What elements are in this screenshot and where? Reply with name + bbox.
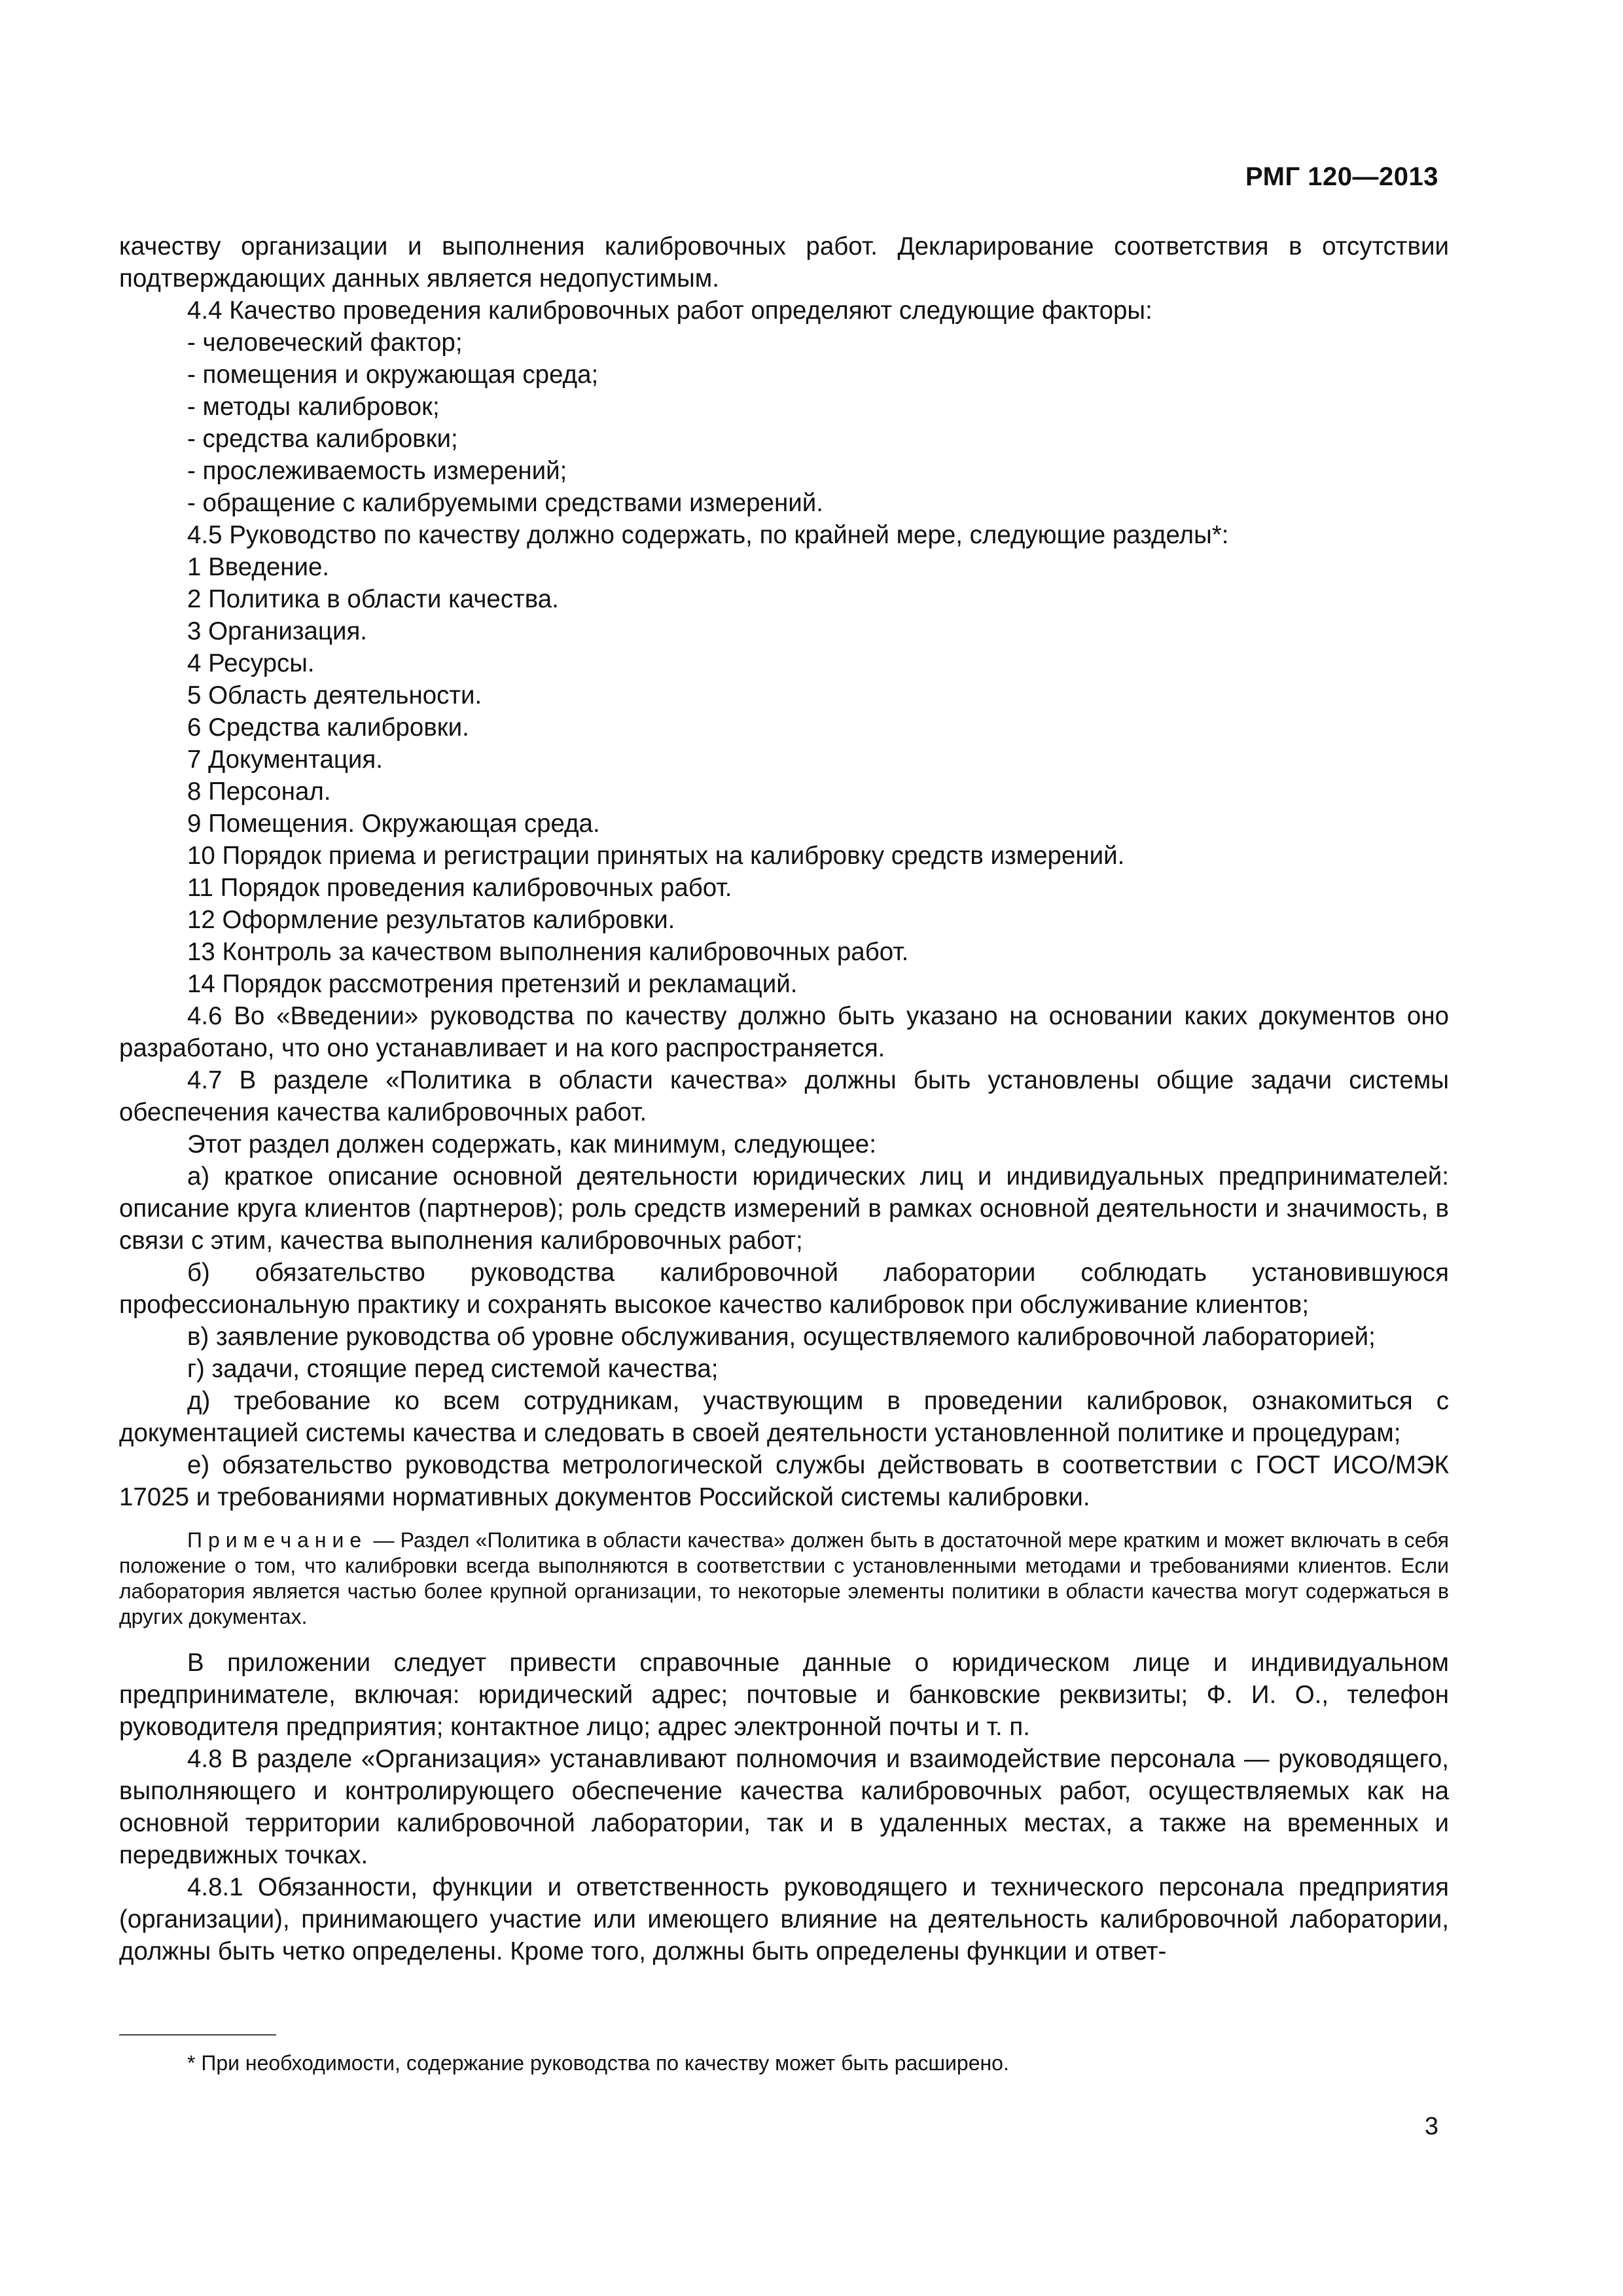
list-item: - методы калибровок;	[187, 393, 440, 421]
item-a: а) краткое описание основной деятельности юридических лиц и индивидуальных предпринимателей: описание круга клиентов (партнеров); роль средств измерений в рамках основной деятельности и значимость, в связи с этим, качества выполнения калибровочных работ;	[119, 1162, 1449, 1255]
page-number: 3	[1424, 2113, 1438, 2140]
note-label: Примечание	[187, 1528, 368, 1552]
list-item: 10 Порядок приема и регистрации принятых на калибровку средств измерений.	[187, 842, 1125, 870]
list-item: - помещения и окружающая среда;	[187, 361, 599, 389]
paragraph-minimum: Этот раздел должен содержать, как минимум, следующее:	[187, 1130, 876, 1158]
list-item: 8 Персонал.	[187, 778, 331, 806]
paragraph-4-5: 4.5 Руководство по качеству должно содержать, по крайней мере, следующие разделы*:	[187, 521, 1229, 549]
list-item: 4 Ресурсы.	[187, 649, 315, 677]
page-body	[119, 230, 1449, 1967]
list-item: 3 Организация.	[187, 617, 368, 645]
item-b: б) обязательство руководства калибровочной лаборатории соблюдать установившуюся профессиональную практику и сохранять высокое качество калибровок при обслуживание клиентов;	[119, 1259, 1449, 1319]
factors-list	[119, 327, 1449, 519]
list-item: 2 Политика в области качества.	[187, 585, 559, 613]
list-item: 7 Документация.	[187, 745, 383, 774]
list-item: 12 Оформление результатов калибровки.	[187, 906, 675, 934]
footnote: * При необходимости, содержание руководства по качеству может быть расширено.	[187, 2051, 1009, 2075]
document-code: РМГ 120—2013	[1245, 162, 1438, 191]
sections-list	[119, 551, 1449, 1000]
list-item: 11 Порядок проведения калибровочных работ.	[187, 874, 732, 902]
list-item: 9 Помещения. Окружающая среда.	[187, 810, 600, 838]
item-d: д) требование ко всем сотрудникам, участвующим в проведении калибровок, ознакомиться с документацией системы качества и следовать в своей деятельности установленной политике и процедурам;	[119, 1387, 1449, 1447]
paragraph-4-6: 4.6 Во «Введении» руководства по качеству должно быть указано на основании каких документов оно разработано, что оно устанавливает и на кого распространяется.	[119, 1002, 1449, 1062]
paragraph-intro: качеству организации и выполнения калибровочных работ. Декларирование соответствия в отсутствии подтверждающих данных является недопустимым.	[119, 232, 1449, 293]
list-item: 6 Средства калибровки.	[187, 713, 469, 742]
paragraph-4-8: 4.8 В разделе «Организация» устанавливают полномочия и взаимодействие персонала — руководящего, выполняющего и контролирующего обеспечение качества калибровочных работ, осуществляемых как на основной территории калибровочной лаборатории, так и в удаленных местах, а также на временных и передвижных точках.	[119, 1745, 1449, 1869]
list-item: 14 Порядок рассмотрения претензий и рекламаций.	[187, 970, 798, 998]
list-item: - обращение с калибруемыми средствами измерений.	[187, 489, 823, 517]
note	[119, 1528, 1449, 1630]
note-text: — Раздел «Политика в области качества» должен быть в достаточной мере кратким и может включать в себя положение о том, что калибровки всегда выполняются в соответствии с установленными методами и требованиями клиентов. Если лаборатория является частью более крупной организации, то некоторые элементы политики в области качества могут содержаться в других документах.	[119, 1528, 1449, 1628]
footnote-divider	[119, 2034, 276, 2036]
paragraph-appendix: В приложении следует привести справочные данные о юридическом лице и индивидуальном предпринимателе, включая: юридический адрес; почтовые и банковские реквизиты; Ф. И. О., телефон руководителя предприятия; контактное лицо; адрес электронной почты и т. п.	[119, 1649, 1449, 1741]
list-item: - прослеживаемость измерений;	[187, 457, 567, 485]
paragraph-4-7: 4.7 В разделе «Политика в области качества» должны быть установлены общие задачи системы обеспечения качества калибровочных работ.	[119, 1066, 1449, 1126]
list-item: 13 Контроль за качеством выполнения калибровочных работ.	[187, 938, 909, 966]
item-v: в) заявление руководства об уровне обслуживания, осуществляемого калибровочной лабораторией;	[187, 1323, 1376, 1351]
item-g: г) задачи, стоящие перед системой качества;	[187, 1355, 719, 1383]
list-item: 5 Область деятельности.	[187, 681, 482, 709]
list-item: - человеческий фактор;	[187, 329, 463, 357]
list-item: - средства калибровки;	[187, 425, 458, 453]
item-e: е) обязательство руководства метрологической службы действовать в соответствии с ГОСТ ИСО/МЭК 17025 и требованиями нормативных документов Российской системы калибровки.	[119, 1451, 1449, 1511]
paragraph-4-8-1: 4.8.1 Обязанности, функции и ответственность руководящего и технического персонала предприятия (организации), принимающего участие или имеющего влияние на деятельность калибровочной лаборатории, должны быть четко определены. Кроме того, должны быть определены функции и ответ-	[119, 1873, 1449, 1965]
paragraph-4-4: 4.4 Качество проведения калибровочных работ определяют следующие факторы:	[187, 296, 1152, 325]
list-item: 1 Введение.	[187, 553, 330, 581]
